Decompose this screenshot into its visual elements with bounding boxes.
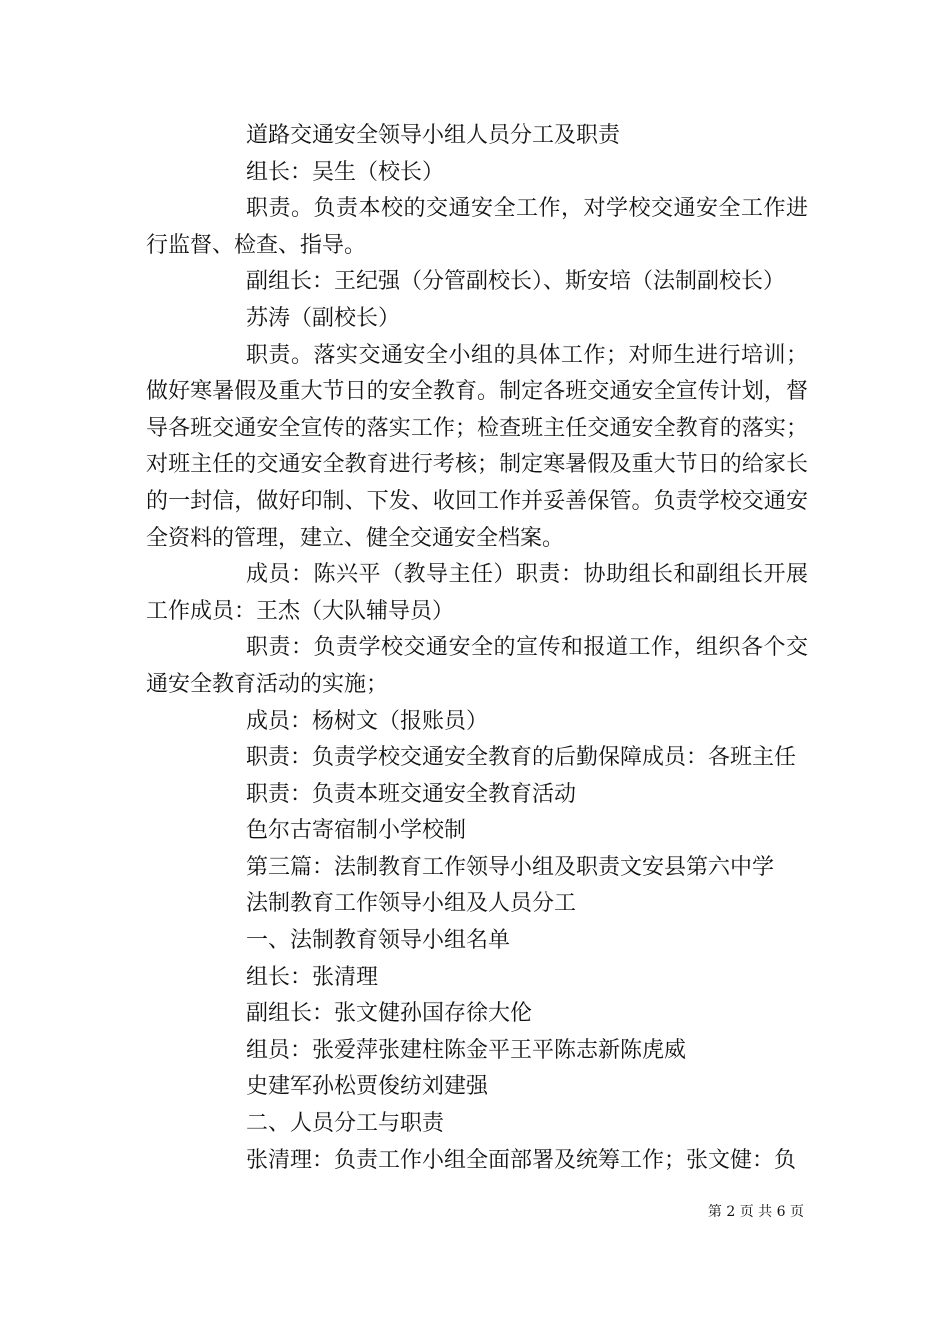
paragraph-deputy-duty: 职责。落实交通安全小组的具体工作；对师生进行培训；做好寒暑假及重大节日的安全教育。制定各班交通安全宣传计划，督导各班交通安全宣传的落实工作；检查班主任交通安全教育的落实；对班主任的交通安全教育进行考核；制定寒暑假及重大节日的给家长的一封信，做好印制、下发、收回工作并妥善保管。负责学校交通安全资料的管理，建立、健全交通安全档案。	[146, 342, 808, 551]
paragraph-list-heading-1: 一、法制教育领导小组名单	[246, 928, 511, 954]
paragraph-duty-division: 张清理：负责工作小组全面部署及统筹工作；张文健：负	[246, 1147, 797, 1173]
paragraph-section-three-subtitle: 法制教育工作领导小组及人员分工	[246, 891, 577, 917]
paragraph-member-wang-duty: 职责：负责学校交通安全的宣传和报道工作，组织各个交通安全教育活动的实施；	[146, 635, 808, 697]
paragraph-member-yang-duty: 职责：负责学校交通安全教育的后勤保障成员：各班主任	[246, 745, 797, 771]
paragraph-title: 道路交通安全领导小组人员分工及职责	[246, 123, 621, 148]
document-body	[146, 118, 808, 1179]
paragraph-section-three-title: 第三篇：法制教育工作领导小组及职责文安县第六中学	[246, 854, 775, 880]
paragraph-legal-deputies: 副组长：张文健孙国存徐大伦	[246, 1001, 533, 1027]
paragraph-class-teacher-duty: 职责：负责本班交通安全教育活动	[246, 781, 577, 807]
paragraph-legal-leader: 组长：张清理	[246, 964, 379, 990]
paragraph-deputy-leaders: 副组长：王纪强（分管副校长）、斯安培（法制副校长）	[246, 269, 786, 295]
page-footer: 第 2 页 共 6 页	[707, 1204, 804, 1220]
paragraph-member-yang: 成员：杨树文（报账员）	[246, 708, 489, 734]
paragraph-leader: 组长：吴生（校长）	[246, 159, 445, 185]
paragraph-deputy-leader-2: 苏涛（副校长）	[246, 305, 401, 331]
paragraph-member-chen: 成员：陈兴平（教导主任）职责：协助组长和副组长开展工作成员：王杰（大队辅导员）	[146, 562, 808, 624]
paragraph-list-heading-2: 二、人员分工与职责	[246, 1111, 445, 1137]
paragraph-legal-members-cont: 史建军孙松贾俊纺刘建强	[246, 1074, 489, 1100]
paragraph-leader-duty: 职责。负责本校的交通安全工作，对学校交通安全工作进行监督、检查、指导。	[146, 196, 808, 258]
paragraph-school-name: 色尔古寄宿制小学校制	[246, 818, 467, 844]
paragraph-legal-members: 组员：张爱萍张建柱陈金平王平陈志新陈虎威	[246, 1037, 687, 1063]
